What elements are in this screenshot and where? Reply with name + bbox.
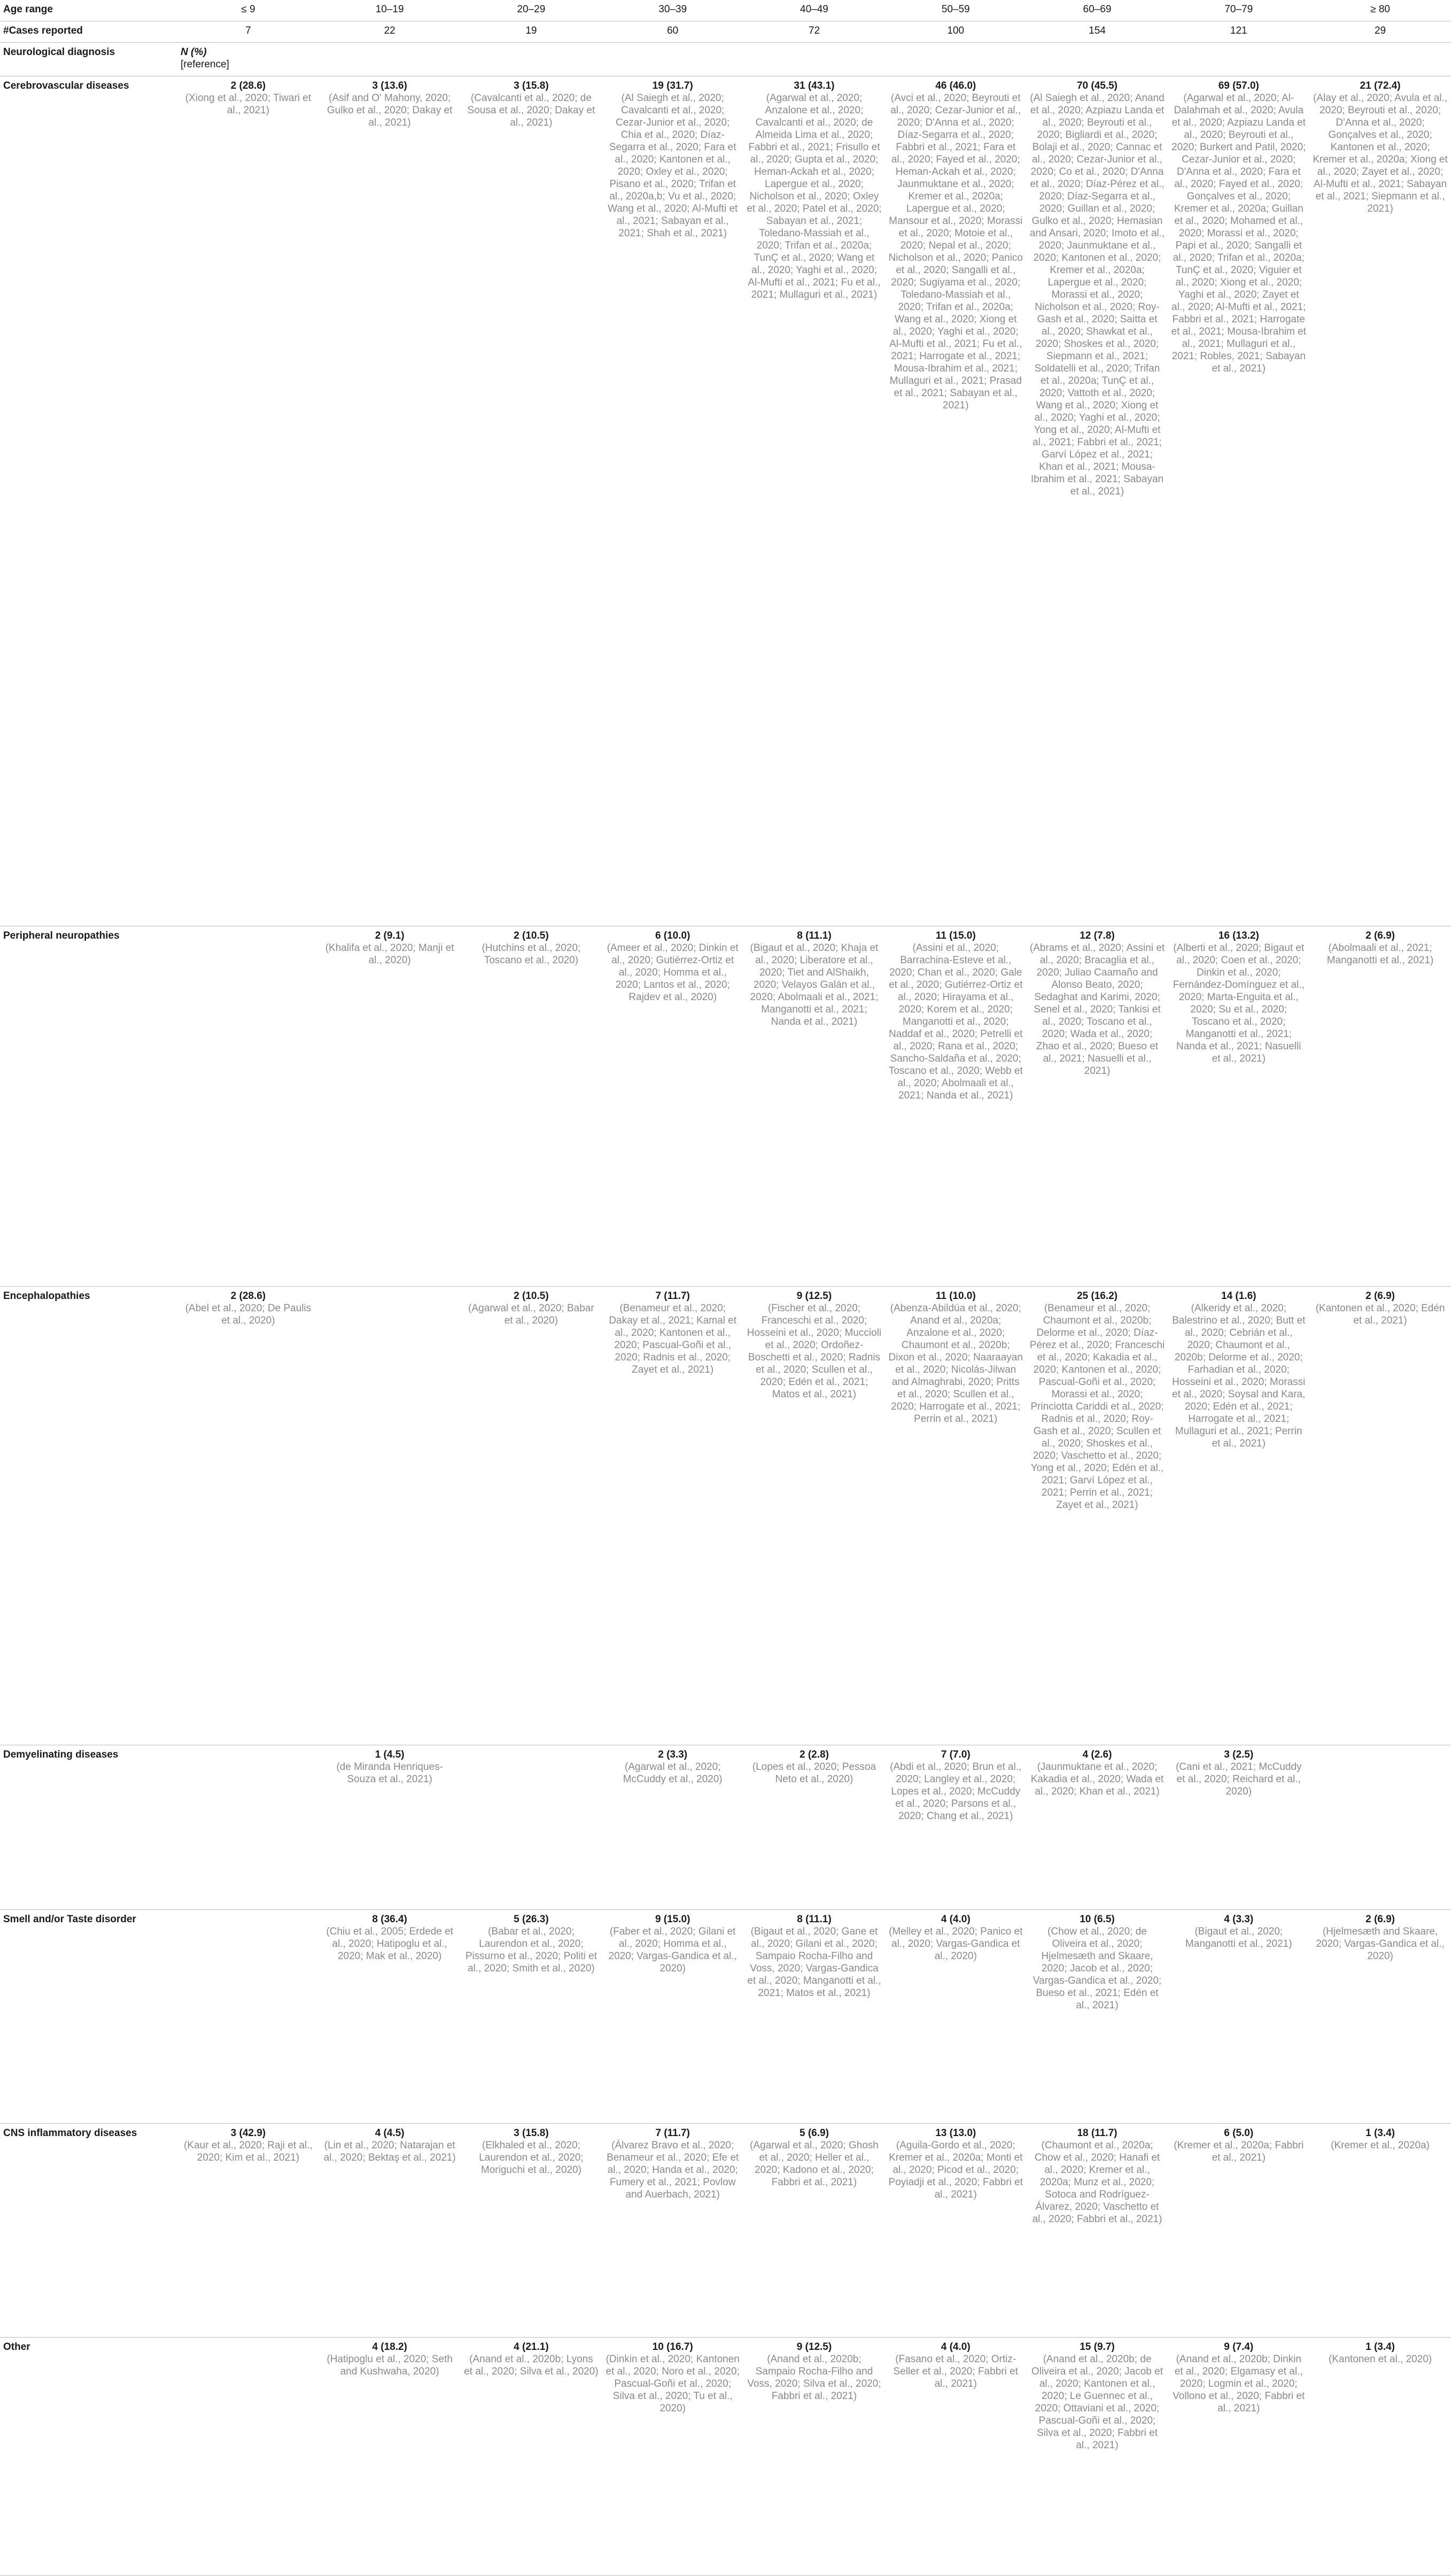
- case-count: 9 (15.0): [655, 1914, 690, 1925]
- cases-cell: 7: [177, 21, 319, 43]
- reference-list: (Chow et al., 2020; de Oliveira et al., 2020; Hjelmesæth and Skaare, 2020; Jacob et al., 2020; Vargas-Gandica et al., 2020; Bueso et al., 2021; Edén et al., 2021): [1033, 1926, 1162, 2012]
- case-count: 16 (13.2): [1218, 930, 1259, 941]
- case-count: 2 (9.1): [375, 930, 405, 941]
- case-count: 70 (45.5): [1076, 80, 1118, 91]
- table-cell: [1168, 76, 1309, 926]
- reference-list: (Abdi et al., 2020; Brun et al., 2020; Langley et al., 2020; Lopes et al., 2020; McCuddy et al., 2020; Parsons et al., 2020; Chang et al., 2021): [890, 1761, 1022, 1822]
- case-count: 11 (10.0): [935, 1290, 976, 1302]
- case-count: 1 (3.4): [1365, 2128, 1395, 2139]
- case-count: 4 (4.0): [941, 2341, 971, 2353]
- age-range-cell: ≥ 80: [1309, 0, 1451, 21]
- table-cell: [602, 2124, 743, 2338]
- reference-list: (Melley et al., 2020; Panico et al., 2020; Vargas-Gandica et al., 2020): [889, 1926, 1023, 1962]
- case-count: 2 (28.6): [230, 80, 266, 91]
- reference-list: (Benameur et al., 2020; Chaumont et al., 2020b; Delorme et al., 2020; Díaz-Pérez et al., 2020; Franceschi et al., 2020; Kakadia et al., 2020; Kantonen et al., 2020; Pascual-Goñi et al., 2020; Morassi et al., 2020; Princiotta Cariddi et al., 2020; Radnis et al., 2020; Roy-Gash et al., 2020; Scullen et al., 2020; Shoskes et al., 2020; Vaschetto et al., 2020; Yong et al., 2020; Edén et al., 2021; Garví López et al., 2021; Perrin et al., 2021; Zayet et al., 2021): [1029, 1303, 1165, 1511]
- reference-list: (Al Saiegh et al., 2020; Anand et al., 2020; Azpiazu Landa et al., 2020; Beyrouti et al., 2020; Bigliardi et al., 2020; Bolaji et al., 2020; Cannac et al., 2020; Cezar-Junior et al., 2020; Co et al., 2020; D'Anna et al., 2020; Díaz-Pérez et al., 2020; Díaz-Segarra et al., 2020; Guillan et al., 2020; Gulko et al., 2020; Hemasian and Ansari, 2020; Imoto et al., 2020; Jaunmuktane et al., 2020; Kantonen et al., 2020; Kremer et al., 2020a; Lapergue et al., 2020; Morassi et al., 2020; Nicholson et al., 2020; Roy-Gash et al., 2020; Saitta et al., 2020; Shawkat et al., 2020; Shoskes et al., 2020; Siepmann et al., 2021; Soldatelli et al., 2020; Trifan et al., 2020a; TunÇ et al., 2020; Vattoth et al., 2020; Wang et al., 2020; Xiong et al., 2020; Yaghi et al., 2020; Yong et al., 2020; Al-Mufti et al., 2021; Fabbri et al., 2021; Garví López et al., 2021; Khan et al., 2021; Mousa-Ibrahim et al., 2021; Sabayan et al., 2021): [1029, 92, 1165, 497]
- reference-list: (Benameur et al., 2020; Dakay et al., 2021; Kamal et al., 2020; Kantonen et al., 2020; Pascual-Goñi et al., 2020; Radnis et al., 2020; Zayet et al., 2021): [609, 1303, 737, 1376]
- reference-list: (Avci et al., 2020; Beyrouti et al., 2020; Cezar-Junior et al., 2020; D'Anna et al., 2020; Díaz-Segarra et al., 2020; Fabbri et al., 2021; Fara et al., 2020; Fayed et al., 2020; Heman-Ackah et al., 2020; Jaunmuktane et al., 2020; Kremer et al., 2020a; Lapergue et al., 2020; Mansour et al., 2020; Morassi et al., 2020; Motoie et al., 2020; Nepal et al., 2020; Nicholson et al., 2020; Panico et al., 2020; Sangalli et al., 2020; Sugiyama et al., 2020; Toledano-Massiah et al., 2020; Trifan et al., 2020a; Wang et al., 2020; Xiong et al., 2020; Yaghi et al., 2020; Al-Mufti et al., 2021; Fu et al., 2021; Harrogate et al., 2021; Mousa-Ibrahim et al., 2021; Mullaguri et al., 2021; Prasad et al., 2021; Sabayan et al., 2021): [888, 92, 1023, 411]
- reference-list: (Hutchins et al., 2020; Toscano et al., 2020): [482, 942, 581, 966]
- reference-list: (Asif and O' Mahony, 2020; Gulko et al., 2020; Dakay et al., 2021): [327, 92, 453, 128]
- table-row: [0, 2124, 1451, 2338]
- reference-list: (Kantonen et al., 2020; Edén et al., 2021): [1315, 1303, 1445, 1327]
- reference-list: (Kremer et al., 2020a): [1331, 2140, 1430, 2152]
- case-count: 2 (6.9): [1365, 930, 1395, 941]
- table-cell: [1027, 926, 1168, 1287]
- table-cell: [461, 1745, 602, 1909]
- case-count: 2 (10.5): [514, 1290, 549, 1302]
- table-cell: [1309, 1910, 1451, 2124]
- table-cell: [885, 2338, 1027, 2576]
- reference-list: (Agarwal et al., 2020; Babar et al., 2020): [468, 1303, 594, 1327]
- case-count: 4 (21.1): [514, 2341, 549, 2353]
- table-cell: [461, 926, 602, 1287]
- case-count: 25 (16.2): [1076, 1290, 1118, 1302]
- table-cell: [1309, 2338, 1451, 2576]
- case-count: 19 (31.7): [652, 80, 693, 91]
- case-count: 1 (4.5): [375, 1749, 405, 1760]
- cases-cell: 29: [1309, 21, 1451, 43]
- table-cell: [1168, 1745, 1309, 1909]
- table-row: [0, 1287, 1451, 1745]
- case-count: 9 (12.5): [796, 2341, 832, 2353]
- reference-list: (Alkeridy et al., 2020; Balestrino et al., 2020; Butt et al., 2020; Cebrián et al., 2020; Chaumont et al., 2020b; Delorme et al., 2020; Farhadian et al., 2020; Hosseini et al., 2020; Morassi et al., 2020; Soysal and Kara, 2020; Edén et al., 2021; Harrogate et al., 2021; Mullaguri et al., 2021; Perrin et al., 2021): [1172, 1303, 1306, 1450]
- reference-list: (Cani et al., 2021; McCuddy et al., 2020; Reichard et al., 2020): [1175, 1761, 1302, 1797]
- table-cell: [1027, 76, 1168, 926]
- case-count: 18 (11.7): [1077, 2128, 1118, 2139]
- table-cell: [1168, 1287, 1309, 1745]
- reference-list: (Lin et al., 2020; Natarajan et al., 2020; Bektaş et al., 2021): [323, 2140, 456, 2164]
- reference-list: (Anand et al., 2020b; Dinkin et al., 2020; Elgamasy et al., 2020; Logmin et al., 2020; Vollono et al., 2020; Fabbri et al., 2021): [1173, 2354, 1305, 2415]
- case-count: 1 (3.4): [1365, 2341, 1395, 2353]
- table-cell: [1027, 1287, 1168, 1745]
- table-body: [0, 76, 1451, 2576]
- case-count: 12 (7.8): [1080, 930, 1115, 941]
- table-cell: [743, 2124, 885, 2338]
- table-row: [0, 76, 1451, 926]
- case-count: 3 (13.6): [372, 80, 407, 91]
- neuro-diagnosis-label: Neurological diagnosis: [0, 43, 177, 76]
- age-range-cell: 50–59: [885, 0, 1027, 21]
- table-cell: [885, 76, 1027, 926]
- table-cell: [1309, 1745, 1451, 1909]
- case-count: 11 (15.0): [935, 930, 976, 941]
- reference-list: (Anand et al., 2020b; de Oliveira et al., 2020; Jacob et al., 2020; Kantonen et al., 2020; Le Guennec et al., 2020; Ottaviani et al., 2020; Pascual-Goñi et al., 2020; Silva et al., 2020; Fabbri et al., 2021): [1031, 2354, 1163, 2451]
- reference-label: [reference]: [181, 59, 229, 70]
- table-cell: [743, 2338, 885, 2576]
- reference-list: (Alay et al., 2020; Avula et al., 2020; Beyrouti et al., 2020; D'Anna et al., 2020; Gonçalves et al., 2020; Kantonen et al., 2020; Kremer et al., 2020a; Xiong et al., 2020; Zayet et al., 2020; Al-Mufti et al., 2021; Sabayan et al., 2021; Siepmann et al., 2021): [1313, 92, 1448, 214]
- table-cell: [1168, 926, 1309, 1287]
- reference-list: (Aguila-Gordo et al., 2020; Kremer et al., 2020a; Monti et al., 2020; Picod et al., 2020; Poyiadji et al., 2020; Fabbri et al., 2021): [888, 2140, 1023, 2201]
- table-cell: [602, 1745, 743, 1909]
- case-count: 7 (11.7): [655, 2128, 690, 2139]
- reference-list: (Dinkin et al., 2020; Kantonen et al., 2020; Noro et al., 2020; Pascual-Goñi et al., 2020; Silva et al., 2020; Tu et al., 2020): [606, 2354, 740, 2415]
- reference-list: (Chaumont et al., 2020a; Chow et al., 2020; Hanafi et al., 2020; Kremer et al., 2020a; Munz et al., 2020; Sotoca and Rodríguez-Álvarez, 2020; Vaschetto et al., 2020; Fabbri et al., 2021): [1032, 2140, 1162, 2225]
- reference-list: (Fischer et al., 2020; Franceschi et al., 2020; Hosseini et al., 2020; Muccioli et al., 2020; Ordoñez-Boschetti et al., 2020; Radnis et al., 2020; Scullen et al., 2020; Edén et al., 2021; Matos et al., 2021): [747, 1303, 882, 1401]
- reference-list: (Kremer et al., 2020a; Fabbri et al., 2021): [1174, 2140, 1304, 2164]
- reference-list: (Fasano et al., 2020; Ortiz-Seller et al., 2020; Fabbri et al., 2021): [893, 2354, 1018, 2390]
- reference-list: (Hjelmesæth and Skaare, 2020; Vargas-Gandica et al., 2020): [1316, 1926, 1445, 1962]
- table-cell: [319, 2124, 461, 2338]
- diagnosis-label: Other: [0, 2338, 177, 2576]
- table-cell: [319, 926, 461, 1287]
- table-cell: [319, 1287, 461, 1745]
- diagnosis-label: CNS inflammatory diseases: [0, 2124, 177, 2338]
- table-cell: [743, 76, 885, 926]
- table-cell: [319, 1910, 461, 2124]
- reference-list: (Al Saiegh et al., 2020; Cavalcanti et al., 2020; Cezar-Junior et al., 2020; Chia et al., 2020; Díaz-Segarra et al., 2020; Fara et al., 2020; Kantonen et al., 2020; Oxley et al., 2020; Pisano et al., 2020; Trifan et al., 2020a,b; Vu et al., 2020; Wang et al., 2020; Al-Mufti et al., 2021; Sabayan et al., 2021; Shah et al., 2021): [608, 92, 738, 239]
- table-cell: [885, 1910, 1027, 2124]
- table-cell: [1027, 2338, 1168, 2576]
- case-count: 7 (11.7): [655, 1290, 690, 1302]
- table-cell: [602, 76, 743, 926]
- age-range-cell: 30–39: [602, 0, 743, 21]
- age-range-label: Age range: [0, 0, 177, 21]
- reference-list: (Bigaut et al., 2020; Gane et al., 2020; Gilani et al., 2020; Sampaio Rocha-Filho and Voss, 2020; Vargas-Gandica et al., 2020; Manganotti et al., 2021; Matos et al., 2021): [747, 1926, 881, 1999]
- case-count: 8 (36.4): [372, 1914, 407, 1925]
- reference-list: (Jaunmuktane et al., 2020; Kakadia et al., 2020; Wada et al., 2020; Khan et al., 2021): [1030, 1761, 1164, 1797]
- case-count: 2 (10.5): [514, 930, 549, 941]
- case-count: 3 (2.5): [1224, 1749, 1254, 1760]
- table-cell: [177, 926, 319, 1287]
- case-count: 31 (43.1): [794, 80, 835, 91]
- reference-list: (de Miranda Henriques-Souza et al., 2021): [336, 1761, 443, 1785]
- age-range-cell: ≤ 9: [177, 0, 319, 21]
- table-cell: [1168, 1910, 1309, 2124]
- reference-list: (Khalifa et al., 2020; Manji et al., 2020): [325, 942, 454, 966]
- reference-list: (Anand et al., 2020b; Lyons et al., 2020; Silva et al., 2020): [464, 2354, 599, 2378]
- case-count: 46 (46.0): [935, 80, 976, 91]
- case-count: 13 (13.0): [935, 2128, 976, 2139]
- case-count: 6 (10.0): [655, 930, 690, 941]
- reference-list: (Abrams et al., 2020; Assini et al., 2020; Bracaglia et al., 2020; Juliao Caamaño and Alonso Beato, 2020; Sedaghat and Karimi, 2020; Senel et al., 2020; Tankisi et al., 2020; Toscano et al., 2020; Wada et al., 2020; Zhao et al., 2020; Bueso et al., 2021; Nasuelli et al., 2021): [1029, 942, 1165, 1077]
- cases-cell: 100: [885, 21, 1027, 43]
- case-count: 9 (7.4): [1224, 2341, 1254, 2353]
- reference-list: (Agarwal et al., 2020; Ghosh et al., 2020; Heller et al., 2020; Kadono et al., 2020; Fabbri et al., 2021): [750, 2140, 879, 2188]
- case-count: 7 (7.0): [941, 1749, 971, 1760]
- reference-list: (Abel et al., 2020; De Paulis et al., 2020): [185, 1303, 312, 1327]
- reference-list: (Alberti et al., 2020; Bigaut et al., 2020; Coen et al., 2020; Dinkin et al., 2020; Fernández-Domínguez et al., 2020; Marta-Enguita et al., 2020; Su et al., 2020; Toscano et al., 2020; Manganotti et al., 2021; Nanda et al., 2021; Nasuelli et al., 2021): [1173, 942, 1305, 1064]
- case-count: 4 (4.5): [375, 2128, 405, 2139]
- case-count: 6 (5.0): [1224, 2128, 1254, 2139]
- reference-list: (Chiu et al., 2005; Erdede et al., 2020; Hatipoglu et al., 2020; Mak et al., 2020): [326, 1926, 453, 1962]
- case-count: 10 (6.5): [1080, 1914, 1115, 1925]
- reference-list: (Babar et al., 2020; Laurendon et al., 2020; Pissurno et al., 2020; Politi et al., 2020; Smith et al., 2020): [465, 1926, 597, 1975]
- n-percent-reference-header: [177, 43, 319, 76]
- age-range-cell: 10–19: [319, 0, 461, 21]
- cases-cell: 154: [1027, 21, 1168, 43]
- table-cell: [177, 2338, 319, 2576]
- reference-list: (Assini et al., 2020; Barrachina-Esteve et al., 2020; Chan et al., 2020; Gale et al., 2020; Gutiérrez-Ortiz et al., 2020; Hirayama et al., 2020; Korem et al., 2020; Manganotti et al., 2020; Naddaf et al., 2020; Petrelli et al., 2020; Rana et al., 2020; Sancho-Saldaña et al., 2020; Toscano et al., 2020; Webb et al., 2020; Abolmaali et al., 2021; Nanda et al., 2021): [888, 942, 1023, 1101]
- reference-list: (Anand et al., 2020b; Sampaio Rocha-Filho and Voss, 2020; Silva et al., 2020; Fabbri et al., 2021): [747, 2354, 881, 2402]
- case-count: 10 (16.7): [652, 2341, 693, 2353]
- case-count: 2 (6.9): [1365, 1914, 1395, 1925]
- case-count: 2 (28.6): [230, 1290, 266, 1302]
- reference-list: (Kantonen et al., 2020): [1328, 2354, 1432, 2365]
- table-cell: [177, 76, 319, 926]
- case-count: 2 (6.9): [1365, 1290, 1395, 1302]
- table-cell: [1027, 1745, 1168, 1909]
- table-cell: [319, 2338, 461, 2576]
- diagnosis-label: Encephalopathies: [0, 1287, 177, 1745]
- age-range-cell: 20–29: [461, 0, 602, 21]
- reference-list: (Lopes et al., 2020; Pessoa Neto et al., 2020): [752, 1761, 876, 1785]
- n-percent-label: N (%): [181, 47, 207, 58]
- table-cell: [885, 2124, 1027, 2338]
- reference-list: (Agarwal et al., 2020; Anzalone et al., 2020; Cavalcanti et al., 2020; de Almeida Lima et al., 2020; Fabbri et al., 2021; Frisullo et al., 2020; Gupta et al., 2020; Heman-Ackah et al., 2020; Lapergue et al., 2020; Nicholson et al., 2020; Oxley et al., 2020; Patel et al., 2020; Sabayan et al., 2021; Toledano-Massiah et al., 2020; Trifan et al., 2020a; TunÇ et al., 2020; Wang et al., 2020; Yaghi et al., 2020; Al-Mufti et al., 2021; Fu et al., 2021; Mullaguri et al., 2021): [747, 92, 882, 300]
- table-cell: [885, 1745, 1027, 1909]
- table-cell: [1309, 926, 1451, 1287]
- table-cell: [461, 2124, 602, 2338]
- table-cell: [461, 2338, 602, 2576]
- case-count: 3 (15.8): [514, 2128, 549, 2139]
- table-cell: [319, 76, 461, 926]
- case-count: 21 (72.4): [1360, 80, 1401, 91]
- reference-list: (Elkhaled et al., 2020; Laurendon et al., 2020; Moriguchi et al., 2020): [479, 2140, 584, 2176]
- case-count: 2 (2.8): [799, 1749, 829, 1760]
- case-count: 8 (11.1): [797, 930, 832, 941]
- table-cell: [319, 1745, 461, 1909]
- table-cell: [177, 2124, 319, 2338]
- case-count: 4 (3.3): [1224, 1914, 1254, 1925]
- table-cell: [743, 1910, 885, 2124]
- reference-list: (Agarwal et al., 2020; McCuddy et al., 2020): [623, 1761, 723, 1785]
- case-count: 2 (3.3): [658, 1749, 688, 1760]
- case-count: 4 (2.6): [1082, 1749, 1112, 1760]
- diagnosis-label: Cerebrovascular diseases: [0, 76, 177, 926]
- table-cell: [602, 2338, 743, 2576]
- table-cell: [1309, 76, 1451, 926]
- table-cell: [602, 1910, 743, 2124]
- table-cell: [1168, 2124, 1309, 2338]
- reference-list: (Abolmaali et al., 2021; Manganotti et al., 2021): [1326, 942, 1434, 966]
- case-count: 4 (4.0): [941, 1914, 971, 1925]
- diagnosis-label: Peripheral neuropathies: [0, 926, 177, 1287]
- diagnosis-label: Demyelinating diseases: [0, 1745, 177, 1909]
- cases-cell: 22: [319, 21, 461, 43]
- case-count: 5 (26.3): [514, 1914, 549, 1925]
- table-row: [0, 926, 1451, 1287]
- cases-row: [0, 21, 1451, 43]
- reference-list: (Kaur et al., 2020; Raji et al., 2020; Kim et al., 2021): [183, 2140, 313, 2164]
- table-cell: [1309, 2124, 1451, 2338]
- table-row: [0, 2338, 1451, 2576]
- reference-list: (Ameer et al., 2020; Dinkin et al., 2020; Gutiérrez-Ortiz et al., 2020; Homma et al., 2020; Lantos et al., 2020; Rajdev et al., 2020): [607, 942, 739, 1003]
- reference-list: (Álvarez Bravo et al., 2020; Benameur et al., 2020; Efe et al., 2020; Handa et al., 2020; Fumery et al., 2021; Povlow and Auerbach, 2021): [607, 2140, 739, 2201]
- age-range-cell: 70–79: [1168, 0, 1309, 21]
- reference-list: (Abenza-Abildúa et al., 2020; Anand et al., 2020a; Anzalone et al., 2020; Chaumont et al., 2020b; Dixon et al., 2020; Naaraayan et al., 2020; Nicolás-Jilwan and Almaghrabi, 2020; Pritts et al., 2020; Scullen et al., 2020; Harrogate et al., 2021; Perrin et al., 2021): [888, 1303, 1023, 1425]
- table-cell: [177, 1910, 319, 2124]
- case-count: 14 (1.6): [1221, 1290, 1256, 1302]
- table-cell: [177, 1287, 319, 1745]
- reference-list: (Bigaut et al., 2020; Khaja et al., 2020; Liberatore et al., 2020; Tiet and AlShaikh, 2020; Velayos Galán et al., 2020; Abolmaali et al., 2021; Manganotti et al., 2021; Nanda et al., 2021): [750, 942, 879, 1027]
- table-cell: [461, 1910, 602, 2124]
- case-count: 9 (12.5): [796, 1290, 832, 1302]
- age-range-row: [0, 0, 1451, 21]
- case-count: 8 (11.1): [797, 1914, 832, 1925]
- cases-cell: 121: [1168, 21, 1309, 43]
- table-cell: [885, 1287, 1027, 1745]
- cases-cell: 72: [743, 21, 885, 43]
- table-cell: [177, 1745, 319, 1909]
- table-cell: [1309, 1287, 1451, 1745]
- age-range-cell: 40–49: [743, 0, 885, 21]
- age-range-cell: 60–69: [1027, 0, 1168, 21]
- table-cell: [1168, 2338, 1309, 2576]
- table-cell: [461, 76, 602, 926]
- reference-list: (Agarwal et al., 2020; Al-Dalahmah et al., 2020; Avula et al., 2020; Azpiazu Landa et al., 2020; Beyrouti et al., 2020; Burkert and Patil, 2020; Cezar-Junior et al., 2020; D'Anna et al., 2020; Fara et al., 2020; Fayed et al., 2020; Gonçalves et al., 2020; Kremer et al., 2020a; Guillan et al., 2020; Mohamed et al., 2020; Morassi et al., 2020; Papi et al., 2020; Sangalli et al., 2020; Trifan et al., 2020a; TunÇ et al., 2020; Viguier et al., 2020; Xiong et al., 2020; Yaghi et al., 2020; Zayet et al., 2020; Al-Mufti et al., 2021; Fabbri et al., 2021; Harrogate et al., 2021; Mousa-Ibrahim et al., 2021; Mullaguri et al., 2021; Robles, 2021; Sabayan et al., 2021): [1171, 92, 1306, 374]
- case-count: 5 (6.9): [799, 2128, 829, 2139]
- reference-list: (Xiong et al., 2020; Tiwari et al., 2021): [185, 92, 312, 116]
- table-row: [0, 1910, 1451, 2124]
- reference-list: (Hatipoglu et al., 2020; Seth and Kushwaha, 2020): [327, 2354, 453, 2378]
- table-cell: [461, 1287, 602, 1745]
- table-cell: [1027, 1910, 1168, 2124]
- case-count: 3 (42.9): [230, 2128, 266, 2139]
- neuro-diagnosis-row: [0, 43, 1451, 76]
- cases-cell: 60: [602, 21, 743, 43]
- case-count: 69 (57.0): [1218, 80, 1259, 91]
- case-count: 15 (9.7): [1080, 2341, 1115, 2353]
- table-cell: [1027, 2124, 1168, 2338]
- table-cell: [743, 1287, 885, 1745]
- cases-cell: 19: [461, 21, 602, 43]
- reference-list: (Bigaut et al., 2020; Manganotti et al., 2021): [1185, 1926, 1292, 1950]
- reference-list: (Faber et al., 2020; Gilani et al., 2020; Homma et al., 2020; Vargas-Gandica et al., 2020): [608, 1926, 737, 1975]
- table-cell: [743, 926, 885, 1287]
- diagnosis-label: Smell and/or Taste disorder: [0, 1910, 177, 2124]
- table-row: [0, 1745, 1451, 1909]
- reference-list: (Cavalcanti et al., 2020; de Sousa et al., 2020; Dakay et al., 2021): [467, 92, 595, 128]
- table-cell: [602, 1287, 743, 1745]
- table-cell: [885, 926, 1027, 1287]
- case-count: 3 (15.8): [514, 80, 549, 91]
- table-cell: [743, 1745, 885, 1909]
- table-cell: [602, 926, 743, 1287]
- case-count: 4 (18.2): [372, 2341, 407, 2353]
- cases-label: #Cases reported: [0, 21, 177, 43]
